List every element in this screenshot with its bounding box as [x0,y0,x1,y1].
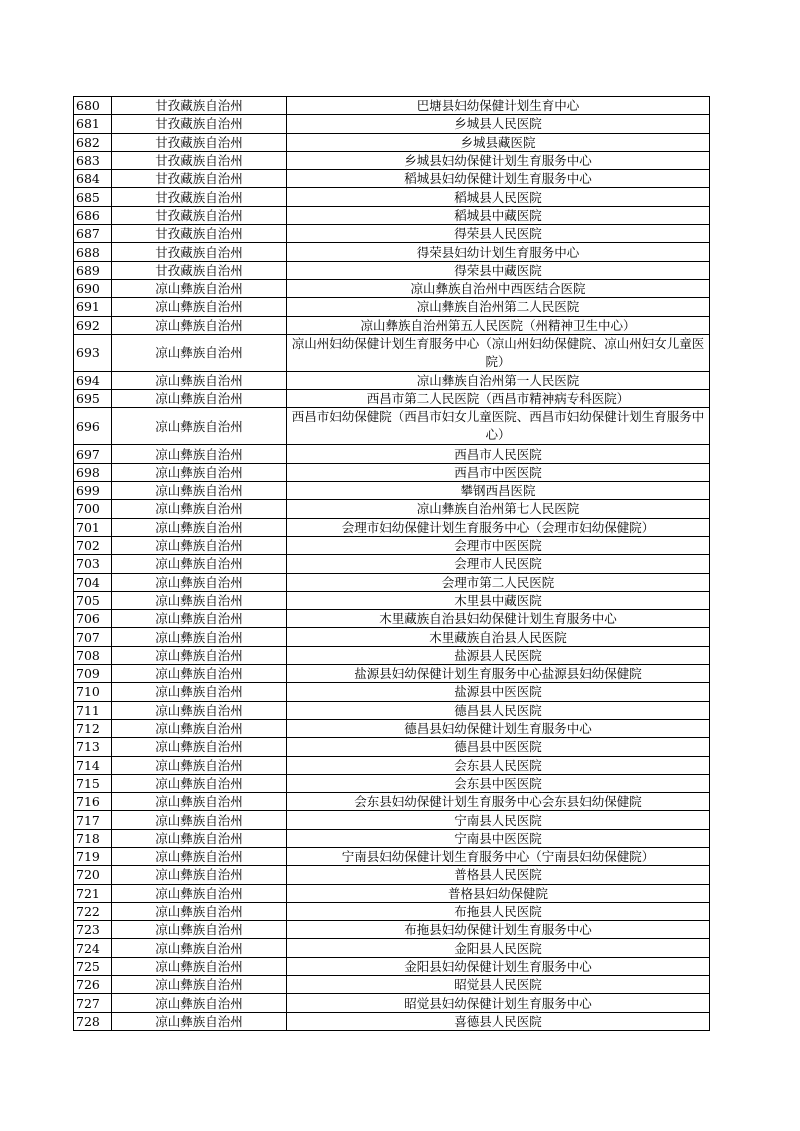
hospital-name-cell: 得荣县人民医院 [287,225,710,243]
hospital-name-cell: 会东县人民医院 [287,756,710,774]
region-cell: 甘孜藏族自治州 [112,225,287,243]
region-cell: 凉山彝族自治州 [112,847,287,865]
hospital-name-cell: 西昌市第二人民医院（西昌市精神病专科医院） [287,390,710,408]
table-row [74,115,710,133]
row-number-cell: 719 [74,847,112,865]
hospital-name-cell: 宁南县中医医院 [287,829,710,847]
hospital-name-cell: 巴塘县妇幼保健计划生育中心 [287,97,710,115]
row-number-cell: 699 [74,482,112,500]
hospital-name-cell: 昭觉县人民医院 [287,976,710,994]
table-row [74,170,710,188]
region-cell: 凉山彝族自治州 [112,866,287,884]
region-cell: 凉山彝族自治州 [112,994,287,1012]
hospital-name-cell: 会理市第二人民医院 [287,573,710,591]
table-row [74,829,710,847]
region-cell: 凉山彝族自治州 [112,463,287,481]
region-cell: 凉山彝族自治州 [112,683,287,701]
table-row [74,390,710,408]
table-row [74,683,710,701]
row-number-cell: 703 [74,555,112,573]
hospital-name-cell: 凉山彝族自治州第二人民医院 [287,298,710,316]
hospital-name-cell: 宁南县人民医院 [287,811,710,829]
hospital-name-cell: 木里藏族自治县人民医院 [287,628,710,646]
row-number-cell: 680 [74,97,112,115]
region-cell: 凉山彝族自治州 [112,976,287,994]
row-number-cell: 724 [74,939,112,957]
row-number-cell: 723 [74,921,112,939]
region-cell: 凉山彝族自治州 [112,610,287,628]
region-cell: 凉山彝族自治州 [112,756,287,774]
row-number-cell: 720 [74,866,112,884]
table-row [74,206,710,224]
row-number-cell: 706 [74,610,112,628]
region-cell: 凉山彝族自治州 [112,793,287,811]
table-row [74,701,710,719]
region-cell: 凉山彝族自治州 [112,939,287,957]
row-number-cell: 722 [74,902,112,920]
row-number-cell: 713 [74,738,112,756]
region-cell: 凉山彝族自治州 [112,646,287,664]
row-number-cell: 681 [74,115,112,133]
row-number-cell: 725 [74,957,112,975]
table-row [74,555,710,573]
table-body [74,97,710,1031]
table-row [74,610,710,628]
region-cell: 凉山彝族自治州 [112,1012,287,1030]
hospital-name-cell: 凉山彝族自治州第七人民医院 [287,500,710,518]
table-row [74,957,710,975]
hospital-name-cell: 盐源县妇幼保健计划生育服务中心盐源县妇幼保健院 [287,665,710,683]
hospital-name-cell: 凉山彝族自治州中西医结合医院 [287,279,710,297]
table-row [74,646,710,664]
region-cell: 凉山彝族自治州 [112,719,287,737]
region-cell: 凉山彝族自治州 [112,298,287,316]
row-number-cell: 717 [74,811,112,829]
table-row [74,518,710,536]
region-cell: 凉山彝族自治州 [112,628,287,646]
row-number-cell: 683 [74,151,112,169]
row-number-cell: 704 [74,573,112,591]
hospital-name-cell: 稻城县人民医院 [287,188,710,206]
hospital-name-cell: 普格县妇幼保健院 [287,884,710,902]
row-number-cell: 691 [74,298,112,316]
hospital-name-cell: 金阳县人民医院 [287,939,710,957]
row-number-cell: 702 [74,536,112,554]
table-row [74,793,710,811]
hospital-name-cell: 得荣县妇幼计划生育服务中心 [287,243,710,261]
hospital-name-cell: 西昌市中医医院 [287,463,710,481]
row-number-cell: 684 [74,170,112,188]
hospital-name-cell: 宁南县妇幼保健计划生育服务中心（宁南县妇幼保健院） [287,847,710,865]
hospital-name-cell: 西昌市妇幼保健院（西昌市妇女儿童医院、西昌市妇幼保健计划生育服务中心） [287,408,710,445]
region-cell: 凉山彝族自治州 [112,665,287,683]
row-number-cell: 700 [74,500,112,518]
region-cell: 凉山彝族自治州 [112,536,287,554]
hospital-name-cell: 盐源县中医医院 [287,683,710,701]
hospital-name-cell: 会理市妇幼保健计划生育服务中心（会理市妇幼保健院） [287,518,710,536]
row-number-cell: 712 [74,719,112,737]
table-row [74,902,710,920]
hospital-name-cell: 会理市人民医院 [287,555,710,573]
row-number-cell: 709 [74,665,112,683]
hospital-name-cell: 攀钢西昌医院 [287,482,710,500]
table-row [74,774,710,792]
region-cell: 凉山彝族自治州 [112,774,287,792]
region-cell: 凉山彝族自治州 [112,573,287,591]
row-number-cell: 715 [74,774,112,792]
row-number-cell: 698 [74,463,112,481]
hospital-name-cell: 会理市中医医院 [287,536,710,554]
table-row [74,279,710,297]
hospital-list-table [73,96,710,1031]
region-cell: 甘孜藏族自治州 [112,261,287,279]
table-row [74,482,710,500]
hospital-name-cell: 德昌县妇幼保健计划生育服务中心 [287,719,710,737]
hospital-name-cell: 稻城县中藏医院 [287,206,710,224]
region-cell: 凉山彝族自治州 [112,500,287,518]
row-number-cell: 686 [74,206,112,224]
table-row [74,738,710,756]
hospital-name-cell: 乡城县妇幼保健计划生育服务中心 [287,151,710,169]
table-row [74,133,710,151]
row-number-cell: 708 [74,646,112,664]
region-cell: 凉山彝族自治州 [112,738,287,756]
region-cell: 凉山彝族自治州 [112,591,287,609]
row-number-cell: 697 [74,445,112,463]
row-number-cell: 711 [74,701,112,719]
hospital-name-cell: 西昌市人民医院 [287,445,710,463]
region-cell: 甘孜藏族自治州 [112,133,287,151]
hospital-name-cell: 德昌县人民医院 [287,701,710,719]
hospital-name-cell: 木里藏族自治县妇幼保健计划生育服务中心 [287,610,710,628]
table-row [74,188,710,206]
table-row [74,866,710,884]
hospital-name-cell: 普格县人民医院 [287,866,710,884]
hospital-name-cell: 会东县中医医院 [287,774,710,792]
hospital-name-cell: 乡城县藏医院 [287,133,710,151]
table-row [74,445,710,463]
table-row [74,463,710,481]
region-cell: 凉山彝族自治州 [112,316,287,334]
hospital-name-cell: 得荣县中藏医院 [287,261,710,279]
region-cell: 凉山彝族自治州 [112,921,287,939]
region-cell: 凉山彝族自治州 [112,701,287,719]
table-row [74,225,710,243]
table-row [74,719,710,737]
row-number-cell: 710 [74,683,112,701]
region-cell: 甘孜藏族自治州 [112,115,287,133]
row-number-cell: 693 [74,334,112,371]
hospital-name-cell: 凉山彝族自治州第五人民医院（州精神卫生中心） [287,316,710,334]
table-row [74,536,710,554]
region-cell: 凉山彝族自治州 [112,902,287,920]
region-cell: 甘孜藏族自治州 [112,151,287,169]
hospital-name-cell: 布拖县妇幼保健计划生育服务中心 [287,921,710,939]
region-cell: 甘孜藏族自治州 [112,188,287,206]
region-cell: 凉山彝族自治州 [112,555,287,573]
region-cell: 凉山彝族自治州 [112,518,287,536]
hospital-name-cell: 凉山州妇幼保健计划生育服务中心（凉山州妇幼保健院、凉山州妇女儿童医院） [287,334,710,371]
region-cell: 凉山彝族自治州 [112,445,287,463]
hospital-name-cell: 金阳县妇幼保健计划生育服务中心 [287,957,710,975]
table-row [74,298,710,316]
region-cell: 凉山彝族自治州 [112,482,287,500]
row-number-cell: 688 [74,243,112,261]
table-row [74,261,710,279]
row-number-cell: 696 [74,408,112,445]
row-number-cell: 685 [74,188,112,206]
hospital-name-cell: 木里县中藏医院 [287,591,710,609]
hospital-name-cell: 喜德县人民医院 [287,1012,710,1030]
table-row [74,665,710,683]
table-row [74,811,710,829]
row-number-cell: 727 [74,994,112,1012]
row-number-cell: 728 [74,1012,112,1030]
row-number-cell: 687 [74,225,112,243]
hospital-name-cell: 稻城县妇幼保健计划生育服务中心 [287,170,710,188]
row-number-cell: 707 [74,628,112,646]
region-cell: 凉山彝族自治州 [112,811,287,829]
region-cell: 凉山彝族自治州 [112,957,287,975]
region-cell: 甘孜藏族自治州 [112,206,287,224]
region-cell: 凉山彝族自治州 [112,371,287,389]
hospital-name-cell: 凉山彝族自治州第一人民医院 [287,371,710,389]
table-row [74,151,710,169]
hospital-name-cell: 会东县妇幼保健计划生育服务中心会东县妇幼保健院 [287,793,710,811]
row-number-cell: 690 [74,279,112,297]
table-row [74,921,710,939]
table-row [74,371,710,389]
hospital-name-cell: 昭觉县妇幼保健计划生育服务中心 [287,994,710,1012]
row-number-cell: 695 [74,390,112,408]
row-number-cell: 689 [74,261,112,279]
region-cell: 凉山彝族自治州 [112,829,287,847]
row-number-cell: 718 [74,829,112,847]
region-cell: 凉山彝族自治州 [112,390,287,408]
region-cell: 凉山彝族自治州 [112,408,287,445]
table-row [74,500,710,518]
table-row [74,994,710,1012]
row-number-cell: 705 [74,591,112,609]
row-number-cell: 694 [74,371,112,389]
region-cell: 凉山彝族自治州 [112,279,287,297]
region-cell: 甘孜藏族自治州 [112,243,287,261]
table-row [74,97,710,115]
hospital-name-cell: 德昌县中医医院 [287,738,710,756]
row-number-cell: 714 [74,756,112,774]
table-row [74,976,710,994]
table-row [74,1012,710,1030]
region-cell: 甘孜藏族自治州 [112,170,287,188]
row-number-cell: 721 [74,884,112,902]
hospital-name-cell: 盐源县人民医院 [287,646,710,664]
table-row [74,628,710,646]
table-row [74,573,710,591]
hospital-name-cell: 乡城县人民医院 [287,115,710,133]
region-cell: 凉山彝族自治州 [112,884,287,902]
row-number-cell: 682 [74,133,112,151]
table-row [74,408,710,445]
table-row [74,243,710,261]
table-row [74,316,710,334]
row-number-cell: 726 [74,976,112,994]
hospital-name-cell: 布拖县人民医院 [287,902,710,920]
region-cell: 凉山彝族自治州 [112,334,287,371]
row-number-cell: 716 [74,793,112,811]
region-cell: 甘孜藏族自治州 [112,97,287,115]
table-row [74,847,710,865]
row-number-cell: 692 [74,316,112,334]
table-row [74,591,710,609]
table-row [74,334,710,371]
row-number-cell: 701 [74,518,112,536]
table-row [74,884,710,902]
table-row [74,756,710,774]
table-row [74,939,710,957]
